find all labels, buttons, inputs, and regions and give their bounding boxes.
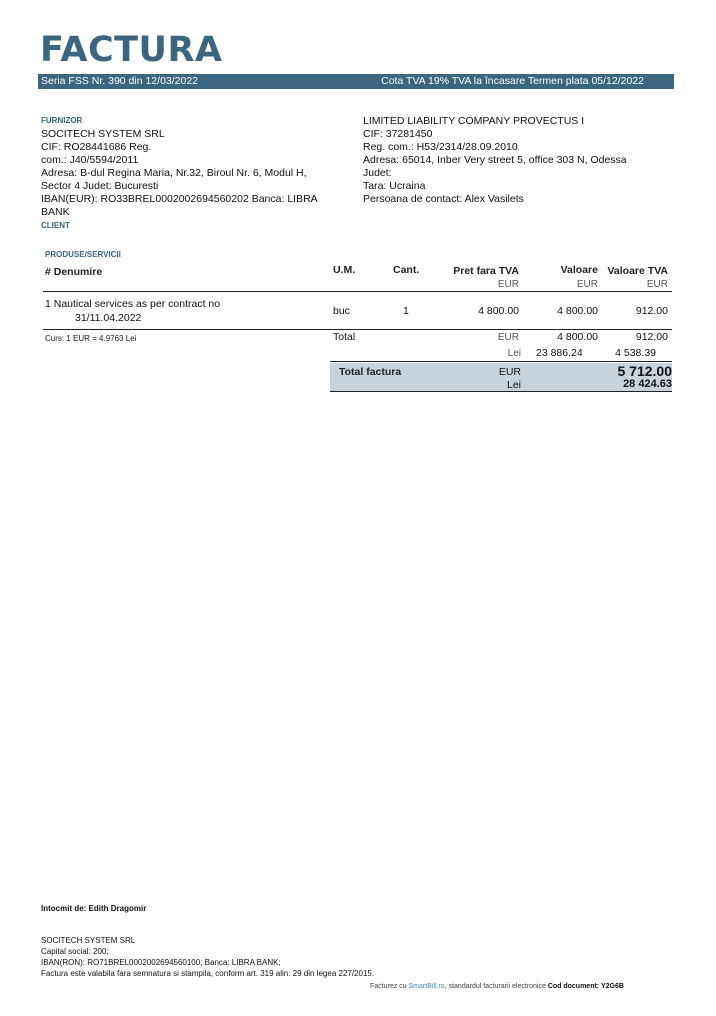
- client-line: Judet:: [363, 167, 392, 179]
- invoice-total-label: Total factura: [339, 366, 402, 378]
- col-qty-header: Cant.: [393, 264, 420, 276]
- total-eur-vat: 912.00: [635, 331, 668, 343]
- invoice-total-lei-label: Lei: [506, 379, 521, 391]
- smartbill-link[interactable]: SmartBill.ro: [408, 983, 445, 990]
- col-name-header: # Denumire: [45, 266, 103, 278]
- issued-by: Intocmit de: Edith Dragomir: [41, 904, 147, 913]
- item-vat: 912.00: [635, 305, 668, 317]
- total-label: Total: [333, 331, 356, 343]
- item-name-line1: 1 Nautical services as per contract no: [45, 298, 221, 310]
- items-divider: [43, 329, 672, 330]
- supplier-name: SOCITECH SYSTEM SRL: [41, 128, 165, 140]
- document-code: Cod document: Y2G6B: [547, 983, 624, 990]
- client-line: Adresa: 65014, Inber Very street 5, office 303 N, Odessa: [363, 154, 627, 166]
- exchange-rate: Curs: 1 EUR = 4.9763 Lei: [45, 334, 137, 343]
- vat-terms: Cota TVA 19% TVA la încasare Termen plata 05/12/2022: [381, 75, 644, 87]
- footer-line: SOCITECH SYSTEM SRL: [41, 936, 136, 945]
- item-name-line2: 31/11.04.2022: [75, 312, 142, 324]
- invoice-total-eur-value: 5 712.00: [617, 363, 672, 379]
- invoice-total-lei-value: 28 424.63: [623, 378, 672, 390]
- header-divider: [43, 291, 672, 292]
- client-line: Persoana de contact: Alex Vasilets: [363, 193, 524, 205]
- total-lei-label: Lei: [507, 348, 521, 359]
- supplier-line: com.: J40/5594/2011: [41, 154, 139, 166]
- item-um: buc: [333, 305, 350, 317]
- col-price-currency: EUR: [497, 279, 519, 290]
- supplier-line: BANK: [41, 206, 70, 218]
- footer-line: Capital social: 200;: [41, 947, 109, 956]
- col-vat-header: Valoare TVA: [607, 265, 668, 277]
- item-price: 4 800.00: [478, 305, 519, 317]
- item-value: 4 800.00: [557, 305, 598, 317]
- item-qty: 1: [403, 305, 409, 317]
- col-value-currency: EUR: [576, 279, 598, 290]
- products-label: PRODUSE/SERVICII: [45, 250, 121, 259]
- supplier-label: FURNIZOR: [41, 116, 83, 125]
- supplier-block: [41, 128, 318, 219]
- invoice-total-eur-label: EUR: [498, 366, 521, 378]
- total-lei-value: 23 886.24: [536, 347, 583, 359]
- smartbill-credit: [370, 983, 624, 990]
- footer-line: Factura este valabila fara semnatura si stampila, conform art. 319 alin. 29 din legea 227/2015.: [41, 969, 375, 978]
- supplier-line: IBAN(EUR): RO33BREL0002002694560202 Banca: LIBRA: [41, 193, 318, 205]
- header-bar: [38, 74, 674, 89]
- supplier-line: Adresa: B-dul Regina Maria, Nr.32, Biroul Nr. 6, Modul H,: [41, 167, 307, 179]
- supplier-line: Sector 4 Judet: Bucuresti: [41, 180, 159, 192]
- col-price-header: Pret fara TVA: [453, 265, 519, 277]
- supplier-line: CIF: RO28441686 Reg.: [41, 141, 152, 153]
- totals-divider: [330, 361, 672, 362]
- client-line: Tara: Ucraina: [363, 180, 426, 192]
- total-eur-value: 4 800.00: [557, 331, 598, 343]
- invoice-series: Seria FSS Nr. 390 din 12/03/2022: [41, 75, 199, 87]
- invoice-title: FACTURA: [40, 30, 223, 70]
- col-vat-currency: EUR: [646, 279, 668, 290]
- total-lei-vat: 4 538.39: [615, 347, 656, 359]
- client-block: [363, 115, 627, 206]
- footer-line: IBAN(RON): RO71BREL0002002694560100; Banca: LIBRA BANK;: [41, 958, 281, 967]
- client-label: CLIENT: [41, 221, 70, 230]
- col-um-header: U.M.: [333, 264, 356, 276]
- client-name: LIMITED LIABILITY COMPANY PROVECTUS I: [363, 115, 585, 127]
- credit-suffix: , standardul facturarii electronice: [444, 983, 548, 990]
- total-eur-label: EUR: [497, 332, 519, 343]
- footer-block: [41, 935, 374, 979]
- credit-prefix: Facturez cu: [370, 983, 409, 990]
- client-line: Reg. com.: H53/2314/28.09.2010: [363, 141, 518, 153]
- col-value-header: Valoare: [560, 264, 598, 276]
- client-line: CIF: 37281450: [363, 128, 433, 140]
